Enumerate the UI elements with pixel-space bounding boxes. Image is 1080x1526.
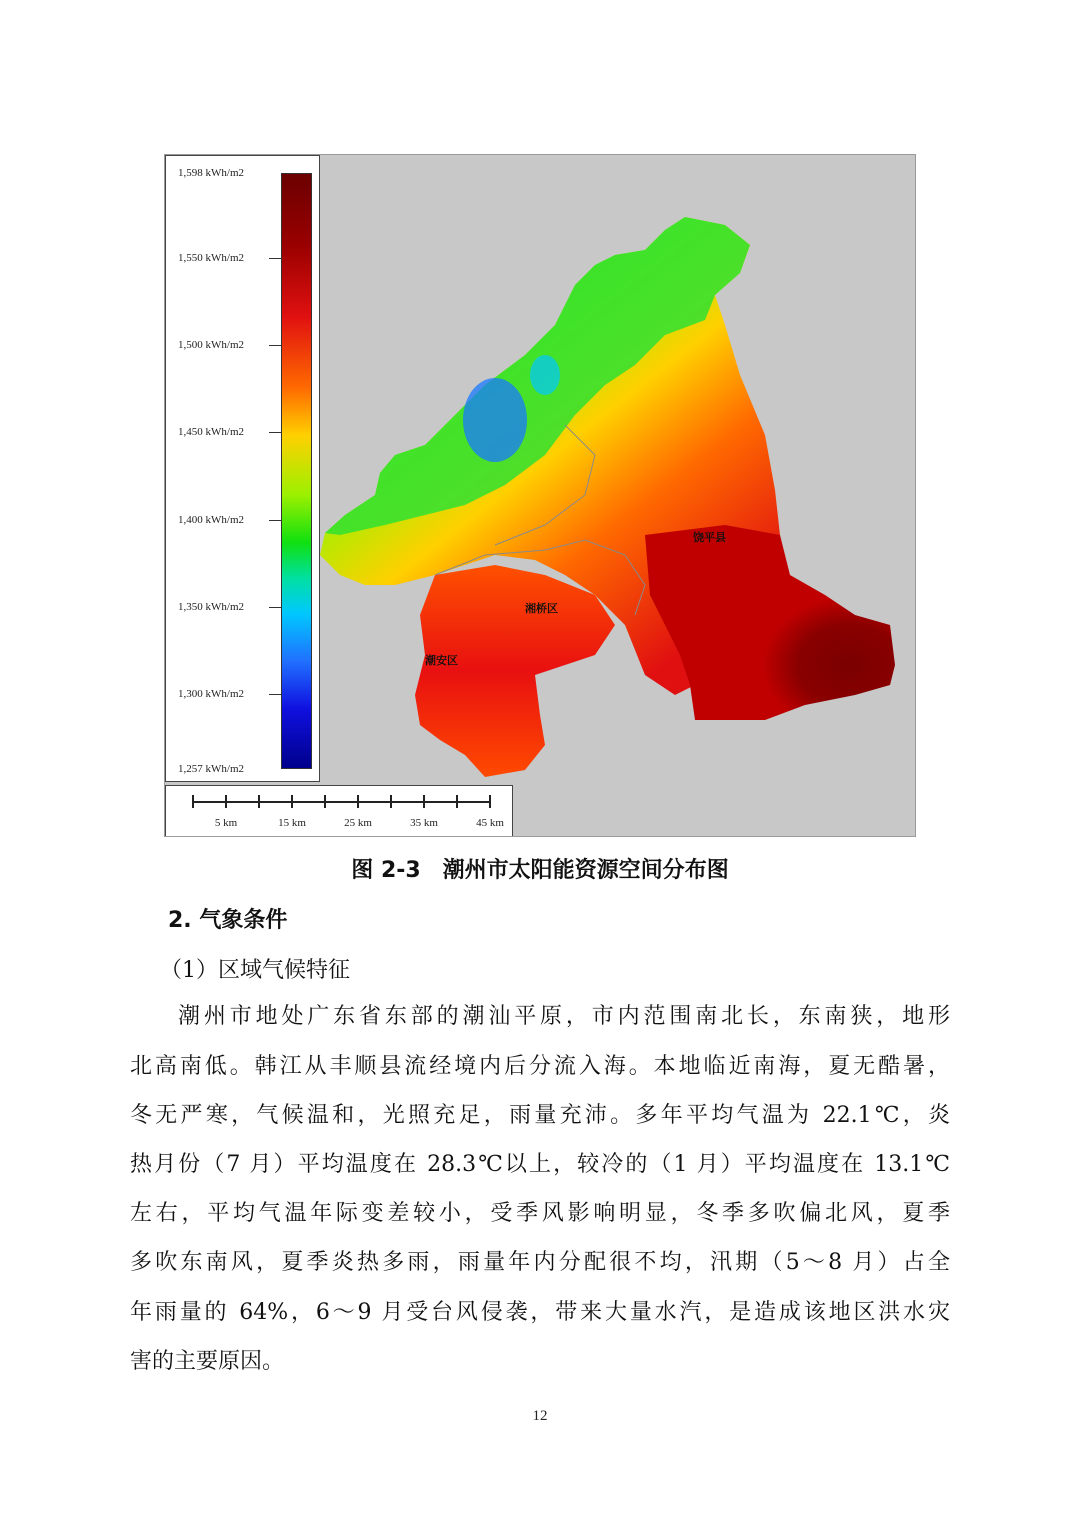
page-number: 12 — [532, 1408, 548, 1424]
map-region-southwest — [415, 565, 615, 777]
subsection-heading: （1）区域气候特征 — [160, 958, 350, 983]
paragraph-line: 害的主要原因。 — [130, 1349, 285, 1374]
paragraph-line: 年雨量的 64%，6～9 月受台风侵袭，带来大量水汽，是造成该地区洪水灾 — [130, 1300, 950, 1325]
scale-label: 5 km — [214, 817, 238, 829]
legend-tick-mark — [269, 345, 281, 346]
paragraph-line: 冬无严寒，气候温和，光照充足，雨量充沛。多年平均气温为 22.1℃，炎 — [130, 1103, 950, 1128]
legend-tick-label: 1,598 kWh/m2 — [178, 167, 244, 179]
scale-tick — [192, 795, 194, 808]
paragraph-line: 北高南低。韩江从丰顺县流经境内后分流入海。本地临近南海，夏无酷暑， — [130, 1054, 950, 1079]
legend-tick-mark — [269, 607, 281, 608]
figure-caption: 图 2-3 潮州市太阳能资源空间分布图 — [351, 858, 729, 883]
scale-tick — [291, 795, 293, 808]
legend-tick-mark — [269, 694, 281, 695]
district-label-chaoan: 潮安区 — [425, 654, 458, 667]
legend-tick-label: 1,400 kWh/m2 — [178, 514, 244, 526]
section-heading: 2. 气象条件 — [168, 908, 288, 933]
scale-label: 25 km — [344, 817, 372, 829]
scale-tick — [258, 795, 260, 808]
solar-resource-map-figure — [164, 154, 916, 837]
legend-tick-mark — [269, 258, 281, 259]
scale-tick — [390, 795, 392, 808]
legend-tick-label: 1,300 kWh/m2 — [178, 688, 244, 700]
legend-tick-mark — [269, 432, 281, 433]
scale-bar — [165, 785, 513, 837]
scale-tick — [324, 795, 326, 808]
paragraph-line: 热月份（7 月）平均温度在 28.3℃以上，较冷的（1 月）平均温度在 13.1℃ — [130, 1152, 950, 1177]
district-label-xiangqiao: 湘桥区 — [525, 602, 558, 615]
district-label-raoping: 饶平县 — [693, 531, 726, 544]
scale-label: 45 km — [476, 817, 504, 829]
scale-line — [192, 801, 490, 803]
colorbar — [281, 173, 312, 769]
scale-tick — [489, 795, 491, 808]
paragraph-line: 潮州市地处广东省东部的潮汕平原，市内范围南北长，东南狭，地形 — [178, 1004, 950, 1029]
scale-label: 15 km — [278, 817, 306, 829]
map-region-blue — [463, 378, 527, 462]
legend-tick-label: 1,550 kWh/m2 — [178, 252, 244, 264]
legend-tick-label: 1,257 kWh/m2 — [178, 763, 244, 775]
scale-tick — [357, 795, 359, 808]
legend-tick-mark — [269, 520, 281, 521]
scale-tick — [423, 795, 425, 808]
legend-tick-label: 1,500 kWh/m2 — [178, 339, 244, 351]
scale-label: 35 km — [410, 817, 438, 829]
scale-tick — [456, 795, 458, 808]
legend-tick-label: 1,450 kWh/m2 — [178, 426, 244, 438]
color-legend — [165, 155, 320, 782]
paragraph-line: 左右，平均气温年际变差较小，受季风影响明显，冬季多吹偏北风，夏季 — [130, 1201, 950, 1226]
scale-tick — [225, 795, 227, 808]
paragraph-line: 多吹东南风，夏季炎热多雨，雨量年内分配很不均，汛期（5～8 月）占全 — [130, 1250, 950, 1275]
legend-tick-label: 1,350 kWh/m2 — [178, 601, 244, 613]
